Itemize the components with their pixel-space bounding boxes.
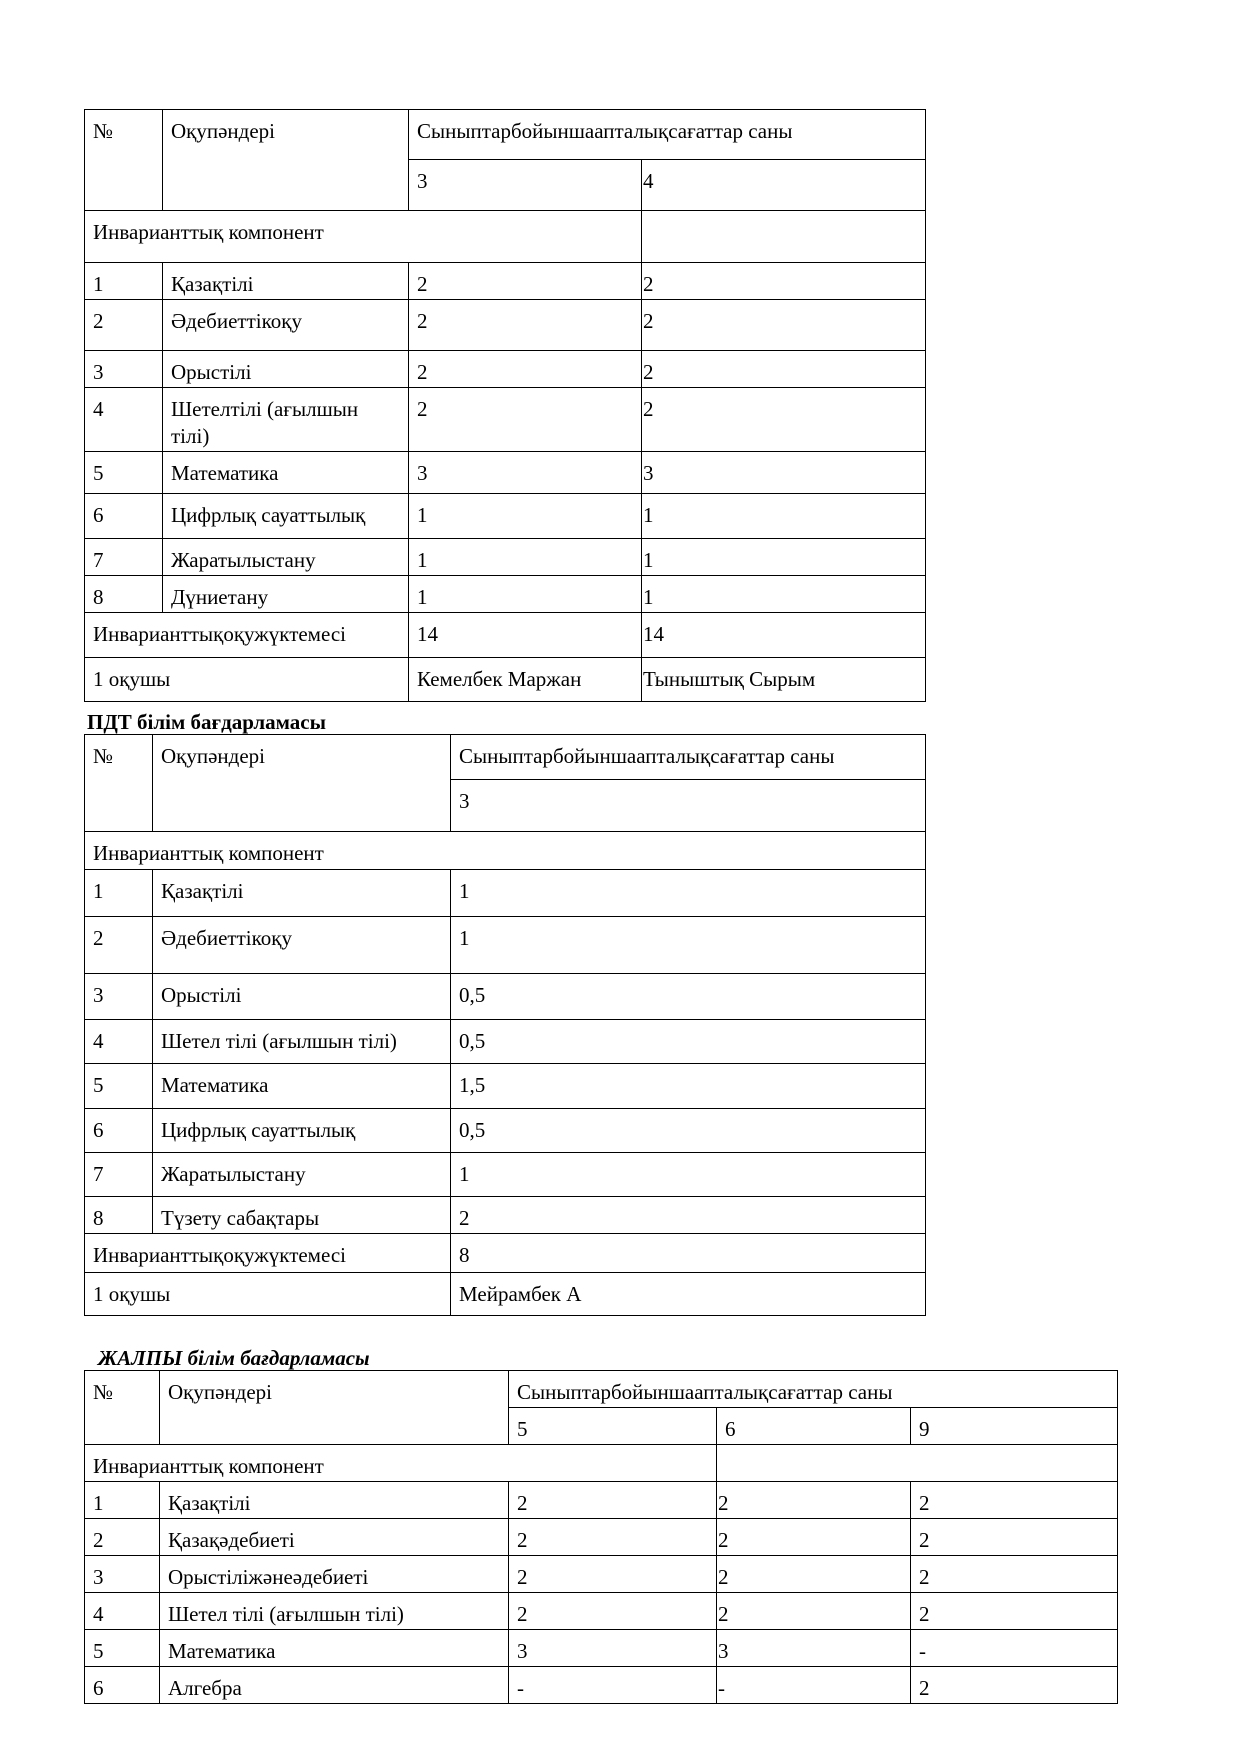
row-number: 7 xyxy=(85,1153,153,1197)
row-grade-3: 0,5 xyxy=(451,1109,926,1153)
component-empty-cell xyxy=(717,1445,1118,1482)
row-subject: Түзету сабақтары xyxy=(153,1197,451,1234)
row-grade-9: 2 xyxy=(911,1556,1118,1593)
load-label: Инварианттықоқужүктемесі xyxy=(85,613,409,658)
row-subject: Шетелтілі (ағылшын тілі) xyxy=(163,388,409,452)
row-number: 1 xyxy=(85,870,153,917)
row-subject: Орыстілі xyxy=(153,974,451,1020)
table-row xyxy=(85,1519,1118,1556)
header-number: № xyxy=(85,110,163,211)
row-subject: Математика xyxy=(163,452,409,494)
row-grade-6: 2 xyxy=(717,1519,911,1556)
row-grade-3: 3 xyxy=(409,452,642,494)
header-subjects: Оқупәндері xyxy=(160,1371,509,1445)
table-row xyxy=(85,1482,1118,1519)
load-row xyxy=(85,613,926,658)
header-grade: 3 xyxy=(409,160,642,211)
row-subject: Орыстілі xyxy=(163,351,409,388)
row-subject: Әдебиеттікоқу xyxy=(153,917,451,974)
row-subject: Қазақтілі xyxy=(160,1482,509,1519)
student-grade-3: Кемелбек Маржан xyxy=(409,658,642,702)
row-subject: Шетел тілі (ағылшын тілі) xyxy=(160,1593,509,1630)
row-grade-4: 1 xyxy=(642,539,926,576)
students-row xyxy=(85,1273,926,1316)
row-subject: Әдебиеттікоқу xyxy=(163,300,409,351)
row-grade-3: 2 xyxy=(451,1197,926,1234)
table-row xyxy=(85,1020,926,1064)
table-row xyxy=(85,1630,1118,1667)
load-grade-3: 8 xyxy=(451,1234,926,1273)
row-grade-4: 2 xyxy=(642,263,926,300)
curriculum-table-grades-5-6-9 xyxy=(84,1370,1118,1704)
row-number: 3 xyxy=(85,1556,160,1593)
component-label: Инварианттық компонент xyxy=(85,832,926,870)
table-row xyxy=(85,1556,1118,1593)
table-row xyxy=(85,300,926,351)
row-grade-4: 3 xyxy=(642,452,926,494)
header-subjects: Оқупәндері xyxy=(153,735,451,832)
row-subject: Жаратылыстану xyxy=(153,1153,451,1197)
row-number: 5 xyxy=(85,1064,153,1109)
row-number: 7 xyxy=(85,539,163,576)
row-grade-3: 1,5 xyxy=(451,1064,926,1109)
header-number: № xyxy=(85,735,153,832)
row-subject: Шетел тілі (ағылшын тілі) xyxy=(153,1020,451,1064)
row-subject: Цифрлық сауаттылық xyxy=(163,494,409,539)
students-label: 1 оқушы xyxy=(85,658,409,702)
header-number: № xyxy=(85,1371,160,1445)
row-grade-9: 2 xyxy=(911,1667,1118,1704)
row-grade-6: 2 xyxy=(717,1593,911,1630)
header-grade: 9 xyxy=(911,1408,1118,1445)
section-title-pdt: ПДТ білім бағдарламасы xyxy=(87,710,327,734)
row-grade-3: 2 xyxy=(409,300,642,351)
row-grade-4: 2 xyxy=(642,388,926,452)
row-grade-6: - xyxy=(717,1667,911,1704)
row-number: 1 xyxy=(85,1482,160,1519)
row-subject: Жаратылыстану xyxy=(163,539,409,576)
row-grade-3: 2 xyxy=(409,351,642,388)
row-grade-6: 2 xyxy=(717,1482,911,1519)
row-grade-3: 1 xyxy=(451,917,926,974)
load-row xyxy=(85,1234,926,1273)
header-weekly-hours: Сыныптарбойыншаапталықсағаттар саны xyxy=(409,110,926,160)
row-subject: Қазақәдебиеті xyxy=(160,1519,509,1556)
header-grade: 6 xyxy=(717,1408,911,1445)
header-grade: 5 xyxy=(509,1408,717,1445)
header-weekly-hours: Сыныптарбойыншаапталықсағаттар саны xyxy=(451,735,926,780)
table-row xyxy=(85,1197,926,1234)
table-row xyxy=(85,388,926,452)
table-row xyxy=(85,870,926,917)
table-row xyxy=(85,1593,1118,1630)
row-grade-6: 3 xyxy=(717,1630,911,1667)
row-grade-5: 2 xyxy=(509,1482,717,1519)
row-grade-9: 2 xyxy=(911,1482,1118,1519)
row-grade-3: 1 xyxy=(451,1153,926,1197)
row-grade-3: 1 xyxy=(409,576,642,613)
students-label: 1 оқушы xyxy=(85,1273,451,1316)
table-row xyxy=(85,452,926,494)
load-grade-4: 14 xyxy=(642,613,926,658)
students-row xyxy=(85,658,926,702)
row-grade-4: 2 xyxy=(642,300,926,351)
row-grade-5: 2 xyxy=(509,1556,717,1593)
load-grade-3: 14 xyxy=(409,613,642,658)
row-number: 3 xyxy=(85,974,153,1020)
table-row xyxy=(85,351,926,388)
row-grade-3: 2 xyxy=(409,388,642,452)
row-subject: Қазақтілі xyxy=(163,263,409,300)
row-number: 1 xyxy=(85,263,163,300)
row-grade-3: 1 xyxy=(451,870,926,917)
table-row xyxy=(85,1667,1118,1704)
table-row xyxy=(85,1064,926,1109)
row-grade-4: 1 xyxy=(642,494,926,539)
row-subject: Орыстіліжәнеәдебиеті xyxy=(160,1556,509,1593)
row-grade-4: 1 xyxy=(642,576,926,613)
component-label: Инварианттық компонент xyxy=(85,211,642,263)
component-label: Инварианттық компонент xyxy=(85,1445,717,1482)
row-number: 6 xyxy=(85,1109,153,1153)
component-empty-cell xyxy=(642,211,926,263)
table-row xyxy=(85,1153,926,1197)
row-number: 8 xyxy=(85,576,163,613)
student-grade-4: Тыныштық Сырым xyxy=(642,658,926,702)
table-row xyxy=(85,576,926,613)
row-grade-5: 2 xyxy=(509,1593,717,1630)
curriculum-table-pdt xyxy=(84,734,926,1316)
header-subjects: Оқупәндері xyxy=(163,110,409,211)
row-number: 2 xyxy=(85,1519,160,1556)
row-number: 8 xyxy=(85,1197,153,1234)
row-grade-9: 2 xyxy=(911,1519,1118,1556)
table-row xyxy=(85,494,926,539)
row-grade-5: 2 xyxy=(509,1519,717,1556)
row-grade-6: 2 xyxy=(717,1556,911,1593)
row-grade-3: 1 xyxy=(409,494,642,539)
row-subject: Математика xyxy=(160,1630,509,1667)
row-subject: Алгебра xyxy=(160,1667,509,1704)
row-grade-5: 3 xyxy=(509,1630,717,1667)
table-row xyxy=(85,917,926,974)
row-subject: Қазақтілі xyxy=(153,870,451,917)
row-grade-3: 1 xyxy=(409,539,642,576)
row-grade-3: 0,5 xyxy=(451,974,926,1020)
row-number: 4 xyxy=(85,1020,153,1064)
row-number: 2 xyxy=(85,917,153,974)
header-grade: 4 xyxy=(642,160,926,211)
header-grade: 3 xyxy=(451,780,926,832)
table-row xyxy=(85,263,926,300)
curriculum-table-grades-3-4 xyxy=(84,109,926,702)
row-grade-9: 2 xyxy=(911,1593,1118,1630)
row-number: 5 xyxy=(85,452,163,494)
header-weekly-hours: Сыныптарбойыншаапталықсағаттар саны xyxy=(509,1371,1118,1408)
load-label: Инварианттықоқужүктемесі xyxy=(85,1234,451,1273)
row-number: 2 xyxy=(85,300,163,351)
row-number: 4 xyxy=(85,388,163,452)
row-number: 4 xyxy=(85,1593,160,1630)
row-grade-4: 2 xyxy=(642,351,926,388)
row-grade-3: 2 xyxy=(409,263,642,300)
table-row xyxy=(85,539,926,576)
row-subject: Математика xyxy=(153,1064,451,1109)
row-number: 5 xyxy=(85,1630,160,1667)
row-number: 3 xyxy=(85,351,163,388)
section-title-general: ЖАЛПЫ білім бағдарламасы xyxy=(98,1346,370,1370)
row-number: 6 xyxy=(85,494,163,539)
table-row xyxy=(85,974,926,1020)
row-number: 6 xyxy=(85,1667,160,1704)
row-grade-3: 0,5 xyxy=(451,1020,926,1064)
table-row xyxy=(85,1109,926,1153)
row-grade-9: - xyxy=(911,1630,1118,1667)
row-subject: Цифрлық сауаттылық xyxy=(153,1109,451,1153)
row-subject: Дүниетану xyxy=(163,576,409,613)
row-grade-5: - xyxy=(509,1667,717,1704)
student-grade-3: Мейрамбек А xyxy=(451,1273,926,1316)
